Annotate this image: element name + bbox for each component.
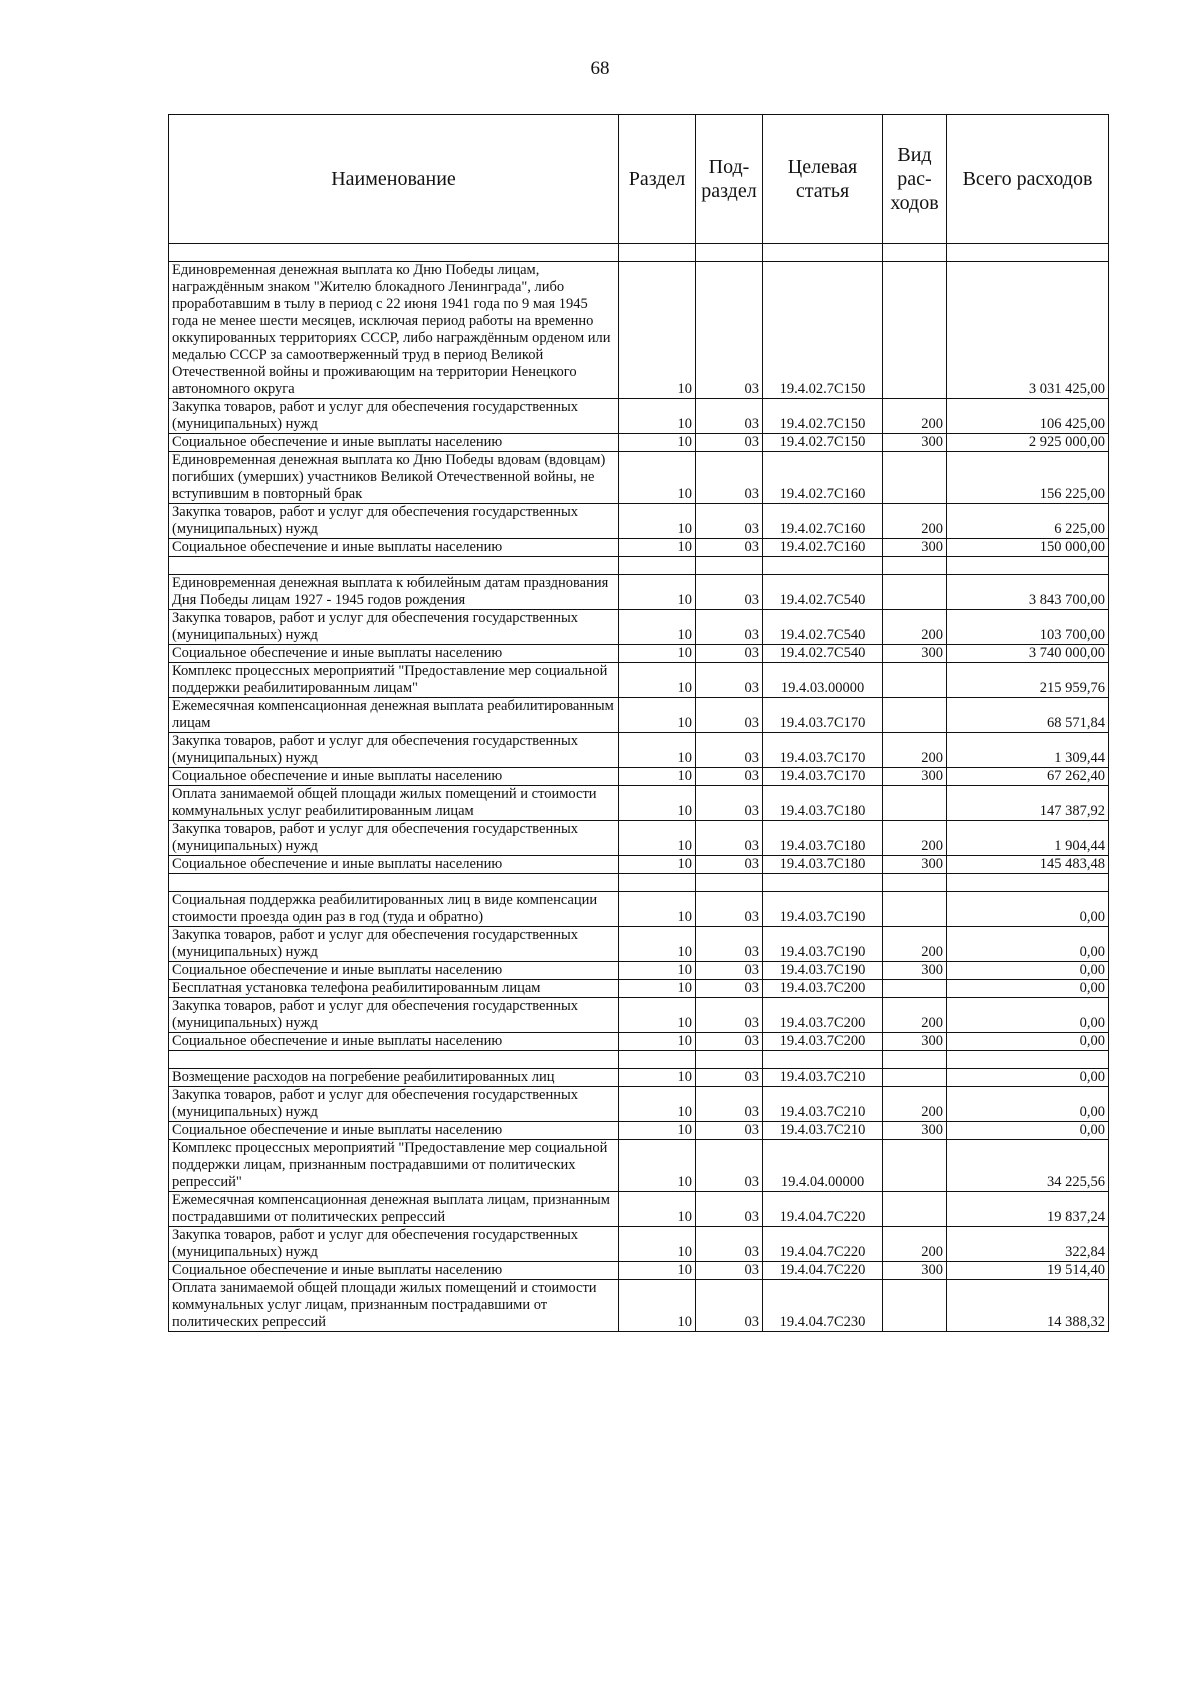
cell-name: Закупка товаров, работ и услуг для обеспечения государственных (муниципальных) нужд (169, 504, 619, 539)
cell-subsection: 03 (696, 663, 763, 698)
cell-total: 0,00 (947, 1122, 1109, 1140)
cell-expense-type: 300 (883, 539, 947, 557)
cell-expense-type: 200 (883, 998, 947, 1033)
spacer-cell (883, 244, 947, 262)
cell-article: 19.4.02.7С150 (763, 262, 883, 399)
cell-section: 10 (619, 1227, 696, 1262)
cell-article: 19.4.02.7С150 (763, 434, 883, 452)
cell-section: 10 (619, 733, 696, 768)
cell-name: Закупка товаров, работ и услуг для обеспечения государственных (муниципальных) нужд (169, 733, 619, 768)
cell-expense-type: 300 (883, 856, 947, 874)
cell-subsection: 03 (696, 980, 763, 998)
cell-expense-type (883, 663, 947, 698)
cell-article: 19.4.02.7С540 (763, 645, 883, 663)
cell-section: 10 (619, 927, 696, 962)
cell-subsection: 03 (696, 786, 763, 821)
cell-name: Социальное обеспечение и иные выплаты населению (169, 645, 619, 663)
cell-section: 10 (619, 998, 696, 1033)
cell-total: 14 388,32 (947, 1280, 1109, 1332)
cell-article: 19.4.02.7С160 (763, 539, 883, 557)
cell-section: 10 (619, 645, 696, 663)
cell-subsection: 03 (696, 575, 763, 610)
cell-total: 150 000,00 (947, 539, 1109, 557)
cell-total: 0,00 (947, 892, 1109, 927)
table-row (169, 821, 1109, 856)
cell-article: 19.4.02.7С160 (763, 504, 883, 539)
cell-article: 19.4.03.7С210 (763, 1087, 883, 1122)
spacer-cell (696, 244, 763, 262)
cell-article: 19.4.03.7С200 (763, 998, 883, 1033)
cell-expense-type (883, 262, 947, 399)
cell-subsection: 03 (696, 892, 763, 927)
cell-subsection: 03 (696, 610, 763, 645)
cell-article: 19.4.03.7С200 (763, 1033, 883, 1051)
table-row (169, 962, 1109, 980)
cell-name: Социальное обеспечение и иные выплаты населению (169, 962, 619, 980)
cell-name: Бесплатная установка телефона реабилитированным лицам (169, 980, 619, 998)
spacer-cell (883, 557, 947, 575)
cell-article: 19.4.03.7С180 (763, 821, 883, 856)
cell-subsection: 03 (696, 452, 763, 504)
cell-section: 10 (619, 980, 696, 998)
cell-expense-type (883, 786, 947, 821)
cell-expense-type (883, 452, 947, 504)
cell-total: 19 837,24 (947, 1192, 1109, 1227)
cell-name: Ежемесячная компенсационная денежная выплата лицам, признанным пострадавшими от политических репрессий (169, 1192, 619, 1227)
cell-name: Закупка товаров, работ и услуг для обеспечения государственных (муниципальных) нужд (169, 927, 619, 962)
cell-expense-type: 300 (883, 1262, 947, 1280)
cell-expense-type (883, 892, 947, 927)
table-row (169, 645, 1109, 663)
cell-subsection: 03 (696, 504, 763, 539)
spacer-cell (947, 874, 1109, 892)
cell-total: 34 225,56 (947, 1140, 1109, 1192)
cell-subsection: 03 (696, 1069, 763, 1087)
cell-expense-type: 200 (883, 733, 947, 768)
table-row (169, 856, 1109, 874)
cell-name: Единовременная денежная выплата ко Дню Победы лицам, награждённым знаком "Жителю блокадного Ленинграда", либо проработавшим в тылу в период с 22 июня 1941 года по 9 мая 1945 года не менее шести месяцев, исключая период работы на временно оккупированных территориях СССР, либо награждённым орденом или медалью СССР за самоотверженный труд в период Великой Отечественной войны и проживающим на территории Ненецкого автономного округа (169, 262, 619, 399)
spacer-cell (696, 874, 763, 892)
cell-total: 106 425,00 (947, 399, 1109, 434)
cell-subsection: 03 (696, 1280, 763, 1332)
table-row (169, 539, 1109, 557)
cell-article: 19.4.03.7С190 (763, 927, 883, 962)
table-row (169, 1140, 1109, 1192)
cell-subsection: 03 (696, 768, 763, 786)
cell-section: 10 (619, 575, 696, 610)
cell-name: Социальное обеспечение и иные выплаты населению (169, 539, 619, 557)
cell-name: Социальное обеспечение и иные выплаты населению (169, 1122, 619, 1140)
cell-name: Оплата занимаемой общей площади жилых помещений и стоимости коммунальных услуг реабилитированным лицам (169, 786, 619, 821)
cell-article: 19.4.03.7С180 (763, 856, 883, 874)
cell-total: 0,00 (947, 1033, 1109, 1051)
cell-name: Комплекс процессных мероприятий "Предоставление мер социальной поддержки лицам, признанным пострадавшими от политических репрессий" (169, 1140, 619, 1192)
cell-section: 10 (619, 962, 696, 980)
table-row (169, 980, 1109, 998)
spacer-cell (619, 557, 696, 575)
cell-name: Социальное обеспечение и иные выплаты населению (169, 1262, 619, 1280)
cell-subsection: 03 (696, 1192, 763, 1227)
cell-total: 156 225,00 (947, 452, 1109, 504)
cell-total: 1 904,44 (947, 821, 1109, 856)
table-row (169, 1192, 1109, 1227)
cell-subsection: 03 (696, 1122, 763, 1140)
table-row (169, 663, 1109, 698)
cell-name: Единовременная денежная выплата ко Дню Победы вдовам (вдовцам) погибших (умерших) участников Великой Отечественной войны, не вступившим в повторный брак (169, 452, 619, 504)
page-number: 68 (590, 58, 610, 79)
cell-section: 10 (619, 1122, 696, 1140)
cell-expense-type (883, 575, 947, 610)
cell-total: 0,00 (947, 998, 1109, 1033)
cell-subsection: 03 (696, 399, 763, 434)
cell-expense-type: 300 (883, 434, 947, 452)
cell-section: 10 (619, 821, 696, 856)
cell-total: 145 483,48 (947, 856, 1109, 874)
cell-name: Социальное обеспечение и иные выплаты населению (169, 856, 619, 874)
table-row (169, 786, 1109, 821)
cell-total: 0,00 (947, 1069, 1109, 1087)
cell-total: 215 959,76 (947, 663, 1109, 698)
spacer-cell (619, 1051, 696, 1069)
spacer-row (169, 557, 1109, 575)
cell-name: Социальное обеспечение и иные выплаты населению (169, 1033, 619, 1051)
header-name: Наименование (169, 115, 619, 244)
table-row (169, 1280, 1109, 1332)
cell-section: 10 (619, 1280, 696, 1332)
cell-article: 19.4.03.00000 (763, 663, 883, 698)
spacer-cell (947, 557, 1109, 575)
spacer-cell (619, 874, 696, 892)
page-number-wrap (0, 58, 1200, 80)
cell-article: 19.4.03.7С210 (763, 1122, 883, 1140)
cell-name: Ежемесячная компенсационная денежная выплата реабилитированным лицам (169, 698, 619, 733)
cell-total: 147 387,92 (947, 786, 1109, 821)
cell-expense-type: 200 (883, 504, 947, 539)
table-row (169, 1087, 1109, 1122)
cell-article: 19.4.03.7С170 (763, 733, 883, 768)
spacer-cell (763, 244, 883, 262)
cell-section: 10 (619, 1140, 696, 1192)
cell-section: 10 (619, 663, 696, 698)
spacer-cell (696, 1051, 763, 1069)
cell-expense-type (883, 698, 947, 733)
cell-name: Оплата занимаемой общей площади жилых помещений и стоимости коммунальных услуг лицам, признанным пострадавшими от политических репрессий (169, 1280, 619, 1332)
cell-article: 19.4.02.7С540 (763, 575, 883, 610)
cell-expense-type: 200 (883, 1227, 947, 1262)
spacer-row (169, 244, 1109, 262)
spacer-cell (883, 1051, 947, 1069)
table-row (169, 1033, 1109, 1051)
cell-expense-type (883, 1140, 947, 1192)
spacer-cell (763, 874, 883, 892)
cell-total: 0,00 (947, 927, 1109, 962)
cell-name: Социальное обеспечение и иные выплаты населению (169, 434, 619, 452)
cell-total: 0,00 (947, 1087, 1109, 1122)
cell-section: 10 (619, 1262, 696, 1280)
cell-subsection: 03 (696, 645, 763, 663)
cell-section: 10 (619, 856, 696, 874)
spacer-cell (169, 874, 619, 892)
cell-expense-type: 200 (883, 821, 947, 856)
cell-name: Единовременная денежная выплата к юбилейным датам празднования Дня Победы лицам 1927 - 1945 годов рождения (169, 575, 619, 610)
cell-name: Закупка товаров, работ и услуг для обеспечения государственных (муниципальных) нужд (169, 1227, 619, 1262)
cell-total: 6 225,00 (947, 504, 1109, 539)
cell-section: 10 (619, 892, 696, 927)
cell-total: 2 925 000,00 (947, 434, 1109, 452)
cell-name: Закупка товаров, работ и услуг для обеспечения государственных (муниципальных) нужд (169, 399, 619, 434)
cell-article: 19.4.03.7С180 (763, 786, 883, 821)
table-row (169, 399, 1109, 434)
cell-subsection: 03 (696, 733, 763, 768)
cell-section: 10 (619, 768, 696, 786)
cell-subsection: 03 (696, 962, 763, 980)
spacer-cell (883, 874, 947, 892)
cell-section: 10 (619, 452, 696, 504)
cell-total: 68 571,84 (947, 698, 1109, 733)
cell-expense-type (883, 1069, 947, 1087)
cell-article: 19.4.04.7С220 (763, 1192, 883, 1227)
header-section: Раздел (619, 115, 696, 244)
table-row (169, 927, 1109, 962)
cell-name: Социальная поддержка реабилитированных лиц в виде компенсации стоимости проезда один раз в год (туда и обратно) (169, 892, 619, 927)
cell-total: 3 843 700,00 (947, 575, 1109, 610)
cell-total: 0,00 (947, 980, 1109, 998)
cell-article: 19.4.03.7С200 (763, 980, 883, 998)
cell-expense-type: 300 (883, 768, 947, 786)
table-row (169, 504, 1109, 539)
cell-expense-type: 200 (883, 610, 947, 645)
spacer-cell (169, 244, 619, 262)
cell-article: 19.4.04.7С230 (763, 1280, 883, 1332)
cell-article: 19.4.04.00000 (763, 1140, 883, 1192)
cell-section: 10 (619, 610, 696, 645)
cell-expense-type (883, 980, 947, 998)
cell-section: 10 (619, 698, 696, 733)
cell-total: 103 700,00 (947, 610, 1109, 645)
cell-name: Закупка товаров, работ и услуг для обеспечения государственных (муниципальных) нужд (169, 821, 619, 856)
table-row (169, 733, 1109, 768)
cell-expense-type: 300 (883, 962, 947, 980)
spacer-cell (947, 244, 1109, 262)
cell-section: 10 (619, 539, 696, 557)
table-row (169, 892, 1109, 927)
header-subsection: Под- раздел (696, 115, 763, 244)
header-expense-type: Вид рас- ходов (883, 115, 947, 244)
cell-article: 19.4.03.7С190 (763, 892, 883, 927)
table-row (169, 1262, 1109, 1280)
table-row (169, 1122, 1109, 1140)
budget-table (168, 114, 1109, 1332)
spacer-cell (169, 557, 619, 575)
cell-article: 19.4.02.7С160 (763, 452, 883, 504)
table-body (169, 244, 1109, 1332)
cell-article: 19.4.04.7С220 (763, 1227, 883, 1262)
cell-section: 10 (619, 1192, 696, 1227)
cell-total: 19 514,40 (947, 1262, 1109, 1280)
spacer-cell (619, 244, 696, 262)
cell-section: 10 (619, 504, 696, 539)
cell-subsection: 03 (696, 856, 763, 874)
spacer-cell (169, 1051, 619, 1069)
table-row (169, 575, 1109, 610)
cell-article: 19.4.02.7С540 (763, 610, 883, 645)
cell-name: Комплекс процессных мероприятий "Предоставление мер социальной поддержки реабилитированным лицам" (169, 663, 619, 698)
cell-expense-type (883, 1192, 947, 1227)
cell-subsection: 03 (696, 434, 763, 452)
cell-total: 3 031 425,00 (947, 262, 1109, 399)
cell-section: 10 (619, 1033, 696, 1051)
cell-total: 3 740 000,00 (947, 645, 1109, 663)
cell-article: 19.4.03.7С190 (763, 962, 883, 980)
cell-expense-type: 200 (883, 1087, 947, 1122)
spacer-cell (947, 1051, 1109, 1069)
header-article: Целевая статья (763, 115, 883, 244)
cell-expense-type: 200 (883, 399, 947, 434)
table-row (169, 262, 1109, 399)
cell-section: 10 (619, 786, 696, 821)
table-row (169, 1069, 1109, 1087)
cell-total: 67 262,40 (947, 768, 1109, 786)
spacer-cell (696, 557, 763, 575)
table-row (169, 610, 1109, 645)
cell-subsection: 03 (696, 1087, 763, 1122)
cell-article: 19.4.03.7С170 (763, 698, 883, 733)
cell-name: Закупка товаров, работ и услуг для обеспечения государственных (муниципальных) нужд (169, 998, 619, 1033)
cell-section: 10 (619, 1069, 696, 1087)
cell-section: 10 (619, 434, 696, 452)
cell-name: Закупка товаров, работ и услуг для обеспечения государственных (муниципальных) нужд (169, 610, 619, 645)
table-row (169, 998, 1109, 1033)
spacer-cell (763, 557, 883, 575)
spacer-row (169, 1051, 1109, 1069)
table-row (169, 452, 1109, 504)
cell-article: 19.4.02.7С150 (763, 399, 883, 434)
cell-subsection: 03 (696, 998, 763, 1033)
cell-subsection: 03 (696, 1227, 763, 1262)
cell-total: 0,00 (947, 962, 1109, 980)
table-header (169, 115, 1109, 244)
cell-name: Закупка товаров, работ и услуг для обеспечения государственных (муниципальных) нужд (169, 1087, 619, 1122)
table-row (169, 768, 1109, 786)
cell-subsection: 03 (696, 927, 763, 962)
cell-total: 1 309,44 (947, 733, 1109, 768)
cell-subsection: 03 (696, 262, 763, 399)
cell-section: 10 (619, 399, 696, 434)
cell-subsection: 03 (696, 1262, 763, 1280)
cell-subsection: 03 (696, 1033, 763, 1051)
cell-name: Возмещение расходов на погребение реабилитированных лиц (169, 1069, 619, 1087)
cell-expense-type (883, 1280, 947, 1332)
cell-section: 10 (619, 262, 696, 399)
spacer-cell (763, 1051, 883, 1069)
cell-subsection: 03 (696, 821, 763, 856)
cell-section: 10 (619, 1087, 696, 1122)
cell-subsection: 03 (696, 539, 763, 557)
cell-subsection: 03 (696, 698, 763, 733)
table-row (169, 434, 1109, 452)
table-row (169, 698, 1109, 733)
header-total: Всего расходов (947, 115, 1109, 244)
cell-total: 322,84 (947, 1227, 1109, 1262)
cell-article: 19.4.03.7С170 (763, 768, 883, 786)
cell-article: 19.4.04.7С220 (763, 1262, 883, 1280)
spacer-row (169, 874, 1109, 892)
cell-name: Социальное обеспечение и иные выплаты населению (169, 768, 619, 786)
cell-expense-type: 300 (883, 1033, 947, 1051)
cell-expense-type: 300 (883, 1122, 947, 1140)
cell-expense-type: 300 (883, 645, 947, 663)
cell-article: 19.4.03.7С210 (763, 1069, 883, 1087)
cell-expense-type: 200 (883, 927, 947, 962)
cell-subsection: 03 (696, 1140, 763, 1192)
table-row (169, 1227, 1109, 1262)
